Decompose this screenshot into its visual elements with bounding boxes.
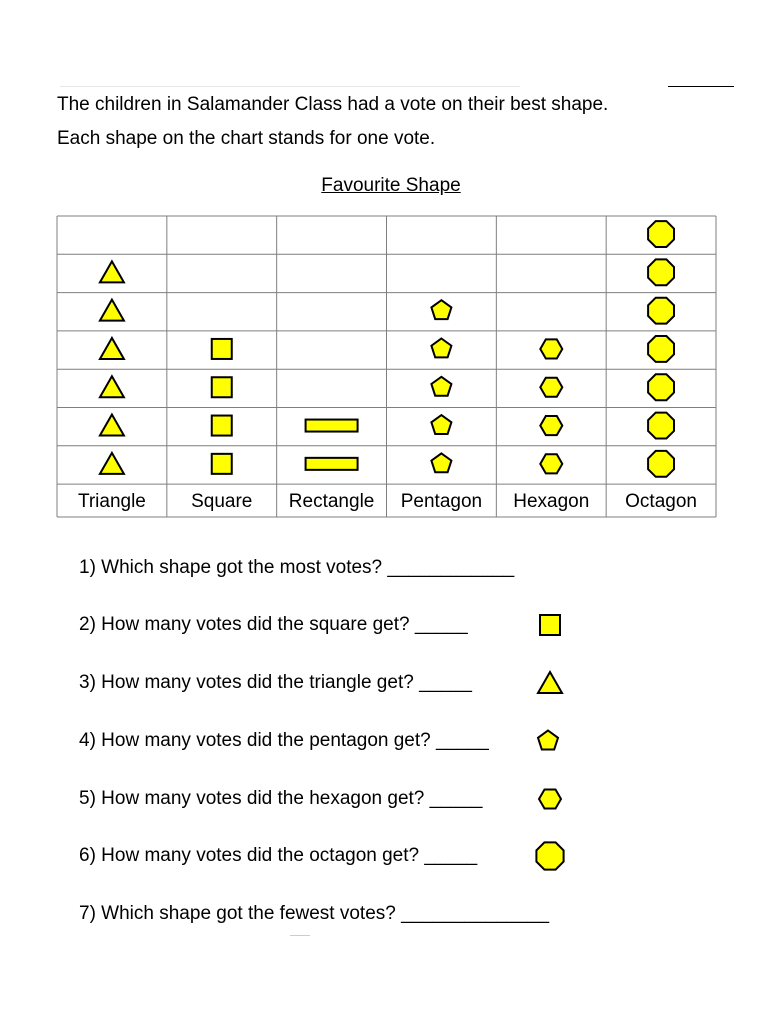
triangle-icon xyxy=(100,376,124,397)
triangle-icon xyxy=(100,415,124,436)
category-label-hexagon: Hexagon xyxy=(513,491,590,512)
octagon-icon xyxy=(536,842,563,869)
intro-line-2: Each shape on the chart stands for one vote. xyxy=(57,128,436,149)
category-label-pentagon: Pentagon xyxy=(400,491,483,512)
question-7: 7) Which shape got the fewest votes? ______________ xyxy=(79,903,550,924)
pentagon-icon xyxy=(538,731,558,750)
hexagon-icon xyxy=(540,378,562,397)
question-3: 3) How many votes did the triangle get? _____ xyxy=(79,672,472,693)
square-icon xyxy=(540,615,560,635)
pentagon-icon xyxy=(431,300,451,319)
rectangle-icon xyxy=(306,420,358,432)
rectangle-icon xyxy=(306,458,358,470)
triangle-icon xyxy=(100,261,124,282)
category-label-octagon: Octagon xyxy=(625,491,697,512)
octagon-icon xyxy=(648,259,674,285)
triangle-icon xyxy=(100,453,124,474)
category-label-rectangle: Rectangle xyxy=(288,491,375,512)
question-6: 6) How many votes did the octagon get? _____ xyxy=(79,845,478,866)
question-1: 1) Which shape got the most votes? ____________ xyxy=(79,557,515,578)
octagon-icon xyxy=(648,374,674,400)
square-icon xyxy=(212,377,232,397)
octagon-icon xyxy=(648,298,674,324)
question-6-shape xyxy=(530,836,570,876)
hexagon-icon xyxy=(540,454,562,473)
question-3-shape xyxy=(530,663,570,703)
chart-title: Favourite Shape xyxy=(321,175,461,196)
category-label-square: Square xyxy=(191,491,253,512)
category-label-triangle: Triangle xyxy=(77,491,146,512)
intro-line-1: The children in Salamander Class had a vote on their best shape. xyxy=(57,94,609,115)
question-4-shape xyxy=(528,721,568,761)
square-icon xyxy=(212,416,232,436)
octagon-icon xyxy=(648,336,674,362)
triangle-icon xyxy=(100,338,124,359)
hexagon-icon xyxy=(540,416,562,435)
triangle-icon xyxy=(538,672,562,693)
triangle-icon xyxy=(100,300,124,321)
hexagon-icon xyxy=(540,339,562,358)
octagon-icon xyxy=(648,451,674,477)
question-2: 2) How many votes did the square get? _____ xyxy=(79,614,468,635)
pentagon-icon xyxy=(431,339,451,358)
octagon-icon xyxy=(648,221,674,247)
question-2-shape xyxy=(530,605,570,645)
octagon-icon xyxy=(648,413,674,439)
question-5-shape xyxy=(530,779,570,819)
name-answer-line[interactable] xyxy=(668,86,734,87)
hexagon-icon xyxy=(539,790,561,809)
pentagon-icon xyxy=(431,377,451,396)
pentagon-icon xyxy=(431,453,451,472)
square-icon xyxy=(212,454,232,474)
pentagon-icon xyxy=(431,415,451,434)
question-4: 4) How many votes did the pentagon get? _____ xyxy=(79,730,489,751)
square-icon xyxy=(212,339,232,359)
question-5: 5) How many votes did the hexagon get? _____ xyxy=(79,788,483,809)
header-rule xyxy=(60,86,520,87)
footer-mark xyxy=(290,935,310,936)
